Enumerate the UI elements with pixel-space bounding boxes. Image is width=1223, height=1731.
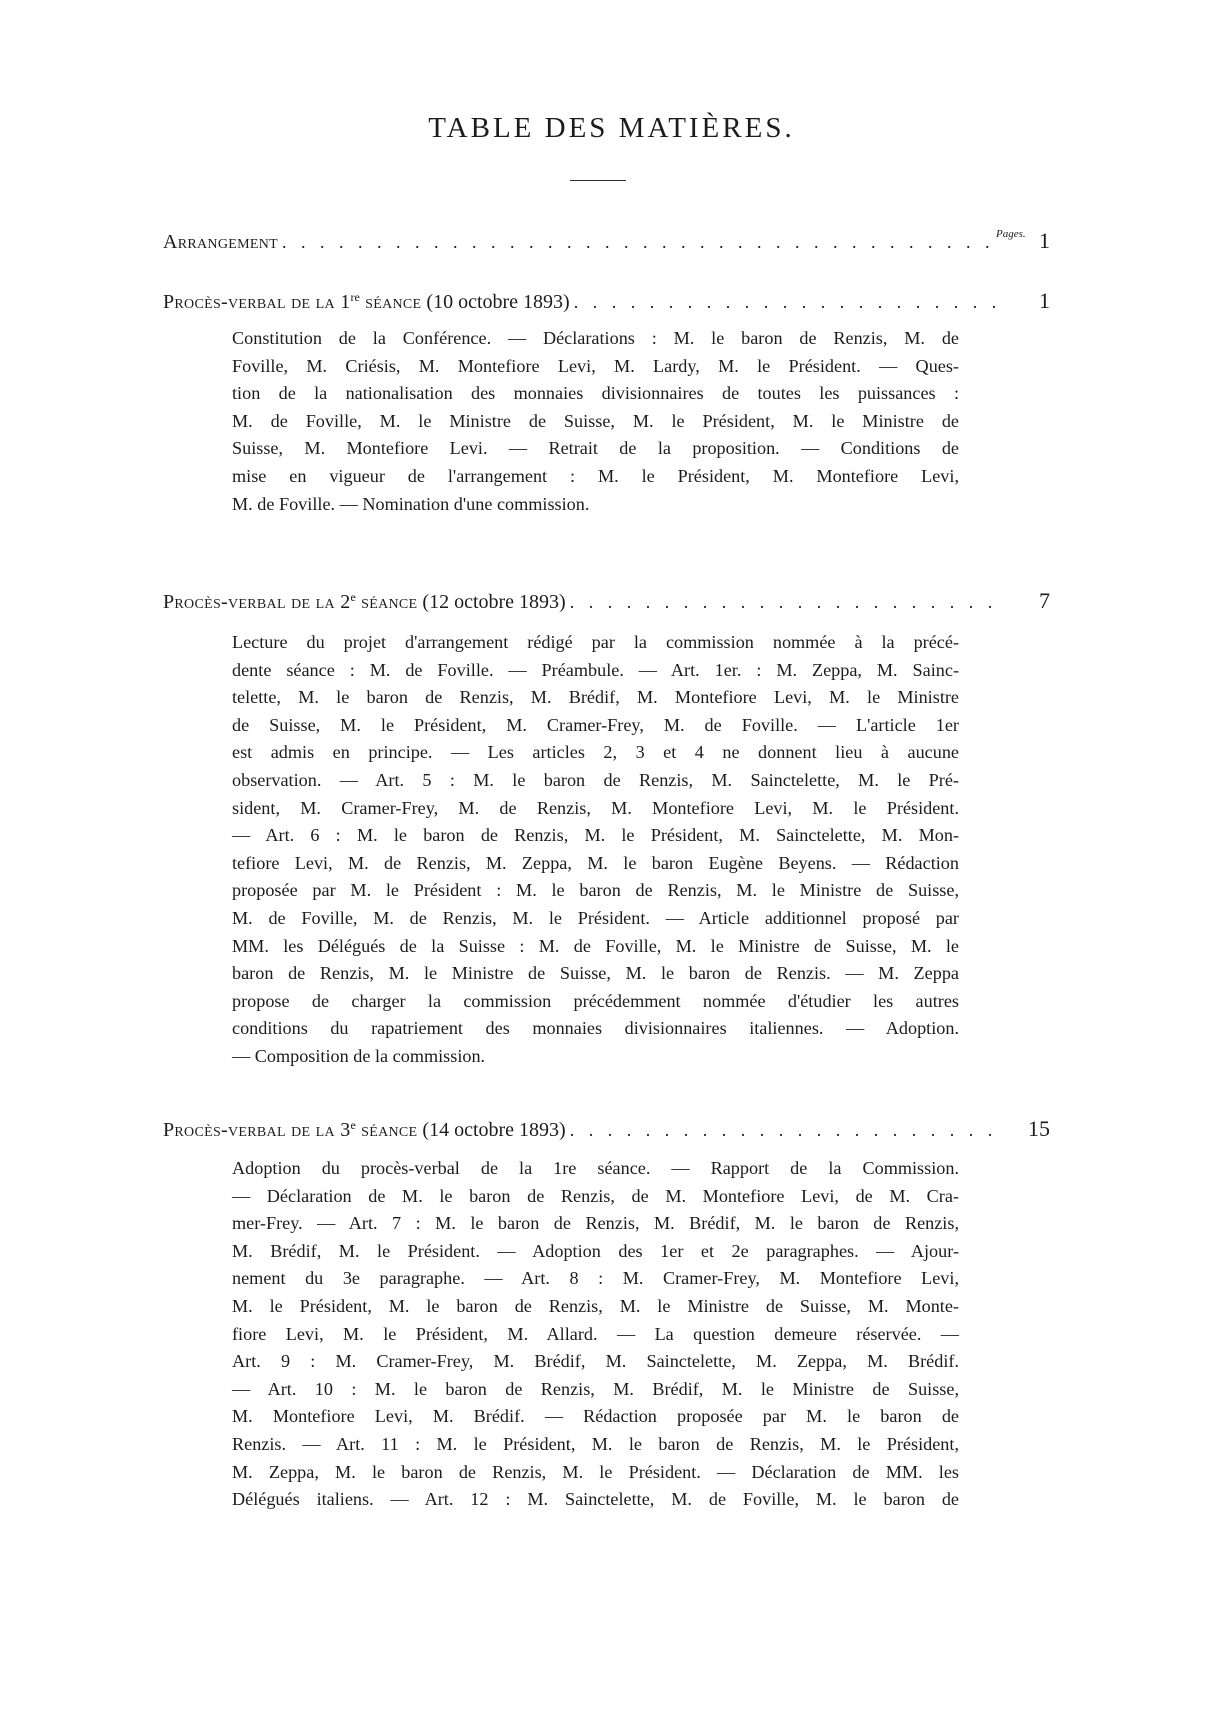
- summary-line: Délégués italiens. — Art. 12 : M. Sainctelette, M. de Foville, M. le baron de: [232, 1489, 959, 1510]
- heading-suffix: séance: [359, 291, 422, 313]
- toc-entry-title: Arrangement: [163, 231, 278, 253]
- heading-date: (12 octobre 1893): [417, 591, 566, 613]
- summary-line: Art. 9 : M. Cramer-Frey, M. Brédif, M. Sainctelette, M. Zeppa, M. Brédif.: [232, 1351, 959, 1372]
- summary-line: M. le Président, M. le baron de Renzis, M. le Ministre de Suisse, M. Monte-: [232, 1295, 959, 1316]
- summary-line: — Art. 10 : M. le baron de Renzis, M. Brédif, M. le Ministre de Suisse,: [232, 1378, 959, 1399]
- summary-line: M. de Foville, M. le Ministre de Suisse, M. le Président, M. le Ministre de: [232, 410, 959, 431]
- toc-entry-seance-3[interactable]: [163, 1116, 1050, 1146]
- summary-line: dente séance : M. de Foville. — Préambule. — Art. 1er. : M. Zeppa, M. Sainc-: [232, 659, 959, 680]
- toc-summary-seance-1: [232, 325, 959, 518]
- summary-line: M. Brédif, M. le Président. — Adoption des 1er et 2e paragraphes. — Ajour-: [232, 1240, 959, 1261]
- toc-summary-seance-2: [232, 629, 959, 1071]
- summary-line: — Déclaration de M. le baron de Renzis, de M. Montefiore Levi, de M. Cra-: [232, 1185, 959, 1206]
- ordinal-superscript: e: [350, 590, 356, 604]
- summary-line: Foville, M. Criésis, M. Montefiore Levi, M. Lardy, M. le Président. — Ques-: [232, 355, 959, 376]
- summary-line: tefiore Levi, M. de Renzis, M. Zeppa, M. le baron Eugène Beyens. — Rédaction: [232, 852, 959, 873]
- leader-dots: [570, 592, 998, 613]
- title-divider: [570, 180, 626, 181]
- summary-line: nement du 3e paragraphe. — Art. 8 : M. Cramer-Frey, M. Montefiore Levi,: [232, 1268, 959, 1289]
- heading-prefix: Procès-verbal de la 2: [163, 591, 351, 613]
- heading-prefix: Procès-verbal de la 1: [163, 291, 351, 313]
- page-title: TABLE DES MATIÈRES.: [428, 112, 795, 144]
- toc-entry-title: [163, 590, 566, 614]
- summary-line: observation. — Art. 5 : M. le baron de Renzis, M. Sainctelette, M. le Pré-: [232, 769, 959, 790]
- summary-line: proposée par M. le Président : M. le baron de Renzis, M. le Ministre de Suisse,: [232, 880, 959, 901]
- summary-line: mer-Frey. — Art. 7 : M. le baron de Renzis, M. Brédif, M. le baron de Renzis,: [232, 1213, 959, 1234]
- toc-page-number: 15: [1028, 1116, 1050, 1141]
- summary-line: propose de charger la commission précédemment nommée d'étudier les autres: [232, 990, 959, 1011]
- toc-page-number: 1: [1039, 228, 1050, 253]
- summary-line: M. Zeppa, M. le baron de Renzis, M. le Président. — Déclaration de MM. les: [232, 1461, 959, 1482]
- summary-line: — Art. 6 : M. le baron de Renzis, M. le Président, M. Sainctelette, M. Mon-: [232, 825, 959, 846]
- summary-line: tion de la nationalisation des monnaies divisionnaires de toutes les puissances :: [232, 383, 959, 404]
- summary-line: Renzis. — Art. 11 : M. le Président, M. le baron de Renzis, M. le Président,: [232, 1433, 959, 1454]
- leader-dots: [574, 292, 998, 313]
- ordinal-superscript: e: [350, 1118, 356, 1132]
- summary-line: sident, M. Cramer-Frey, M. de Renzis, M. Montefiore Levi, M. le Président.: [232, 797, 959, 818]
- summary-line: — Composition de la commission.: [232, 1045, 486, 1066]
- toc-entry-title: [163, 290, 570, 314]
- toc-entry-arrangement[interactable]: [163, 228, 1050, 258]
- summary-line: Constitution de la Conférence. — Déclarations : M. le baron de Renzis, M. de: [232, 328, 959, 348]
- pages-column-label: Pages.: [996, 228, 1026, 240]
- toc-entry-seance-2[interactable]: [163, 588, 1050, 618]
- toc-summary-seance-3: [232, 1155, 959, 1514]
- leader-dots: [282, 232, 998, 253]
- leader-dots: [570, 1120, 998, 1141]
- summary-line: M. de Foville. — Nomination d'une commission.: [232, 493, 590, 514]
- summary-line: fiore Levi, M. le Président, M. Allard. — La question demeure réservée. —: [232, 1323, 959, 1344]
- toc-page-number: 1: [1039, 288, 1050, 313]
- summary-line: M. de Foville, M. de Renzis, M. le Président. — Article additionnel proposé par: [232, 907, 959, 928]
- summary-line: de Suisse, M. le Président, M. Cramer-Frey, M. de Foville. — L'article 1er: [232, 714, 959, 735]
- toc-entry-seance-1[interactable]: [163, 288, 1050, 318]
- summary-line: est admis en principe. — Les articles 2, 3 et 4 ne donnent lieu à aucune: [232, 742, 959, 763]
- summary-line: mise en vigueur de l'arrangement : M. le Président, M. Montefiore Levi,: [232, 465, 959, 486]
- heading-date: (10 octobre 1893): [421, 291, 570, 313]
- summary-line: conditions du rapatriement des monnaies divisionnaires italiennes. — Adoption.: [232, 1018, 959, 1039]
- summary-line: baron de Renzis, M. le Ministre de Suisse, M. le baron de Renzis. — M. Zeppa: [232, 963, 959, 984]
- summary-line: telette, M. le baron de Renzis, M. Brédif, M. Montefiore Levi, M. le Ministre: [232, 687, 959, 708]
- toc-page-number: 7: [1039, 588, 1050, 613]
- toc-entry-title: [163, 1118, 566, 1142]
- heading-date: (14 octobre 1893): [417, 1119, 566, 1141]
- summary-line: M. Montefiore Levi, M. Brédif. — Rédaction proposée par M. le baron de: [232, 1406, 959, 1427]
- summary-line: MM. les Délégués de la Suisse : M. de Foville, M. le Ministre de Suisse, M. le: [232, 935, 959, 956]
- summary-line: Adoption du procès-verbal de la 1re séance. — Rapport de la Commission.: [232, 1158, 959, 1178]
- heading-suffix: séance: [355, 591, 418, 613]
- heading-prefix: Procès-verbal de la 3: [163, 1119, 351, 1141]
- ordinal-superscript: re: [350, 290, 360, 304]
- heading-suffix: séance: [355, 1119, 418, 1141]
- summary-line: Lecture du projet d'arrangement rédigé par la commission nommée à la précé-: [232, 632, 959, 652]
- summary-line: Suisse, M. Montefiore Levi. — Retrait de la proposition. — Conditions de: [232, 438, 959, 459]
